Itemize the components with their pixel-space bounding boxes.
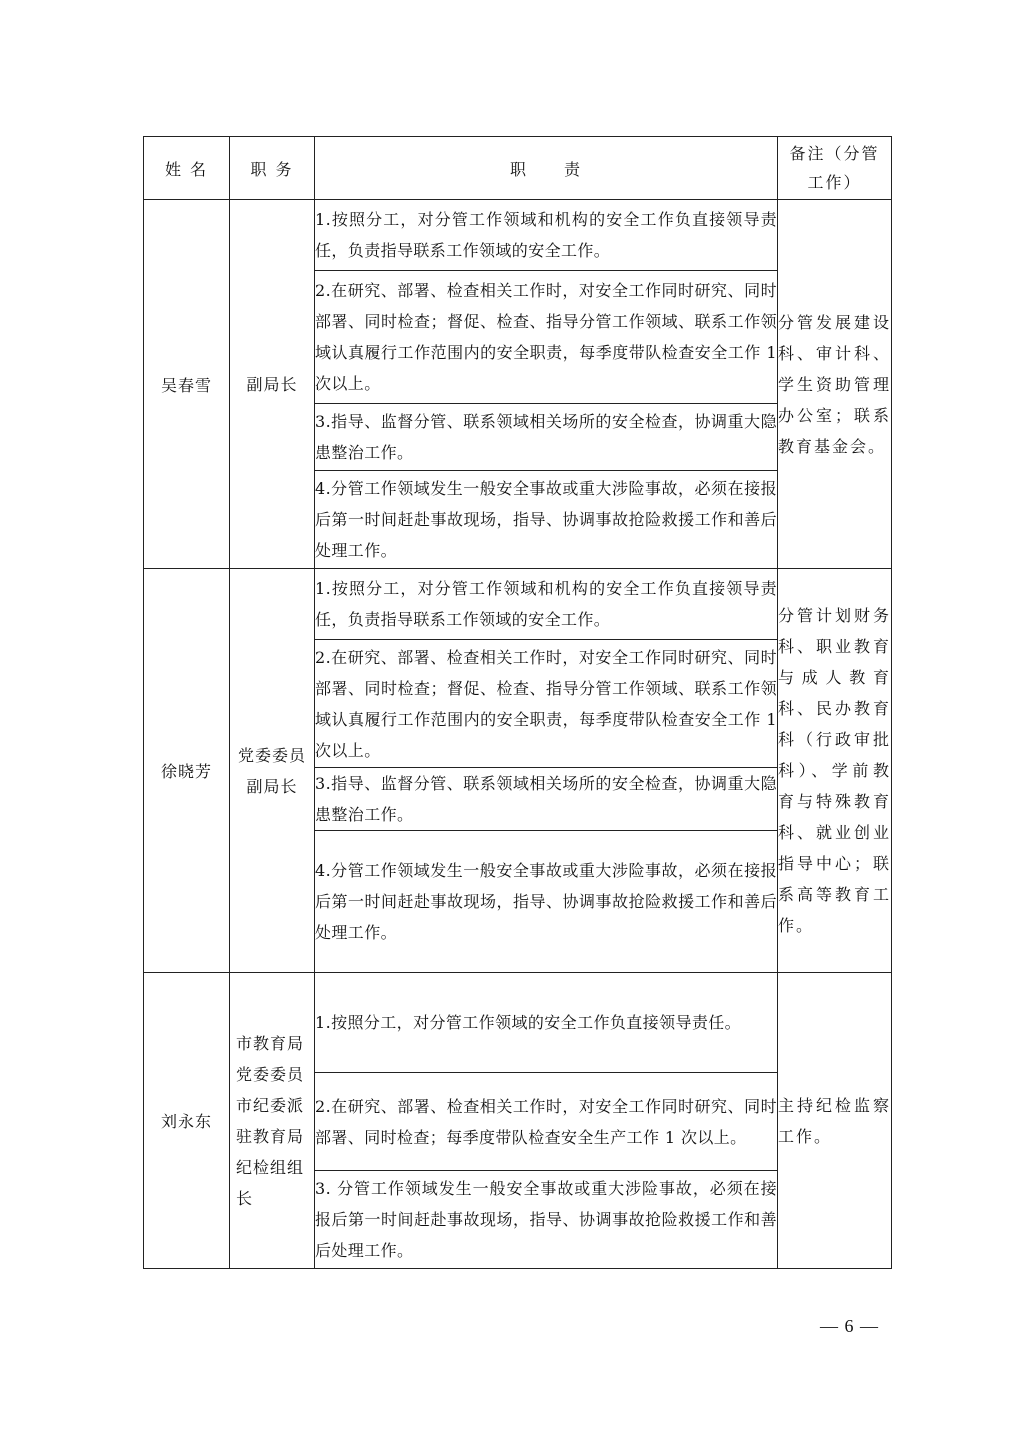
duty-item: 1.按照分工，对分管工作领域和机构的安全工作负直接领导责任，负责指导联系工作领域的安全工作。 [315,200,778,271]
header-note [778,137,892,200]
duty-item: 3.指导、监督分管、联系领域相关场所的安全检查，协调重大隐患整治工作。 [315,768,778,831]
position-line: 党委委员 [237,745,306,765]
position-line: 纪检组组 [236,1157,305,1177]
person-name: 吴春雪 [144,200,230,569]
person-position [230,973,315,1269]
duty-item: 1.按照分工，对分管工作领域的安全工作负直接领导责任。 [315,973,778,1073]
header-position: 职 务 [230,137,315,200]
person-note: 分管发展建设科、审计科、学生资助管理办公室；联系教育基金会。 [778,200,892,569]
position-line: 党委委员 [236,1064,305,1084]
table-row [144,200,892,271]
position-line: 长 [236,1188,254,1208]
header-note-line1: 备注（分管 [789,144,880,163]
person-name: 刘永东 [144,973,230,1269]
table-row [144,569,892,640]
header-row [144,137,892,200]
header-duty: 职 责 [315,137,778,200]
duty-item: 4.分管工作领域发生一般安全事故或重大涉险事故，必须在接报后第一时间赶赴事故现场，指导、协调事故抢险救援工作和善后处理工作。 [315,471,778,569]
duty-item: 3.指导、监督分管、联系领域相关场所的安全检查，协调重大隐患整治工作。 [315,404,778,471]
duty-item: 2.在研究、部署、检查相关工作时，对安全工作同时研究、同时部署、同时检查；每季度带队检查安全生产工作 1 次以上。 [315,1073,778,1171]
position-line: 副局长 [246,374,298,394]
position-line: 市纪委派 [236,1095,305,1115]
person-note: 分管计划财务科、职业教育与成人教育科、民办教育科（行政审批科）、学前教育与特殊教育科、就业创业指导中心；联系高等教育工作。 [778,569,892,973]
responsibility-table [143,136,892,1269]
header-note-line2: 工作） [807,173,862,192]
duty-item: 2.在研究、部署、检查相关工作时，对安全工作同时研究、同时部署、同时检查；督促、检查、指导分管工作领域、联系工作领域认真履行工作范围内的安全职责，每季度带队检查安全工作 1 次以上。 [315,640,778,768]
person-position [230,200,315,569]
duty-item: 2.在研究、部署、检查相关工作时，对安全工作同时研究、同时部署、同时检查；督促、检查、指导分管工作领域、联系工作领域认真履行工作范围内的安全职责，每季度带队检查安全工作 1 次以上。 [315,271,778,404]
person-name: 徐晓芳 [144,569,230,973]
duty-item: 1.按照分工，对分管工作领域和机构的安全工作负直接领导责任，负责指导联系工作领域的安全工作。 [315,569,778,640]
position-line: 副局长 [246,776,298,796]
page-number: — 6 — [820,1316,879,1336]
position-line: 驻教育局 [236,1126,305,1146]
header-name: 姓 名 [144,137,230,200]
duty-item: 4.分管工作领域发生一般安全事故或重大涉险事故，必须在接报后第一时间赶赴事故现场，指导、协调事故抢险救援工作和善后处理工作。 [315,831,778,973]
position-line: 市教育局 [236,1033,305,1053]
table-row [144,973,892,1073]
person-note: 主持纪检监察工作。 [778,973,892,1269]
person-position [230,569,315,973]
duty-item: 3. 分管工作领域发生一般安全事故或重大涉险事故，必须在接报后第一时间赶赴事故现场，指导、协调事故抢险救援工作和善后处理工作。 [315,1171,778,1269]
